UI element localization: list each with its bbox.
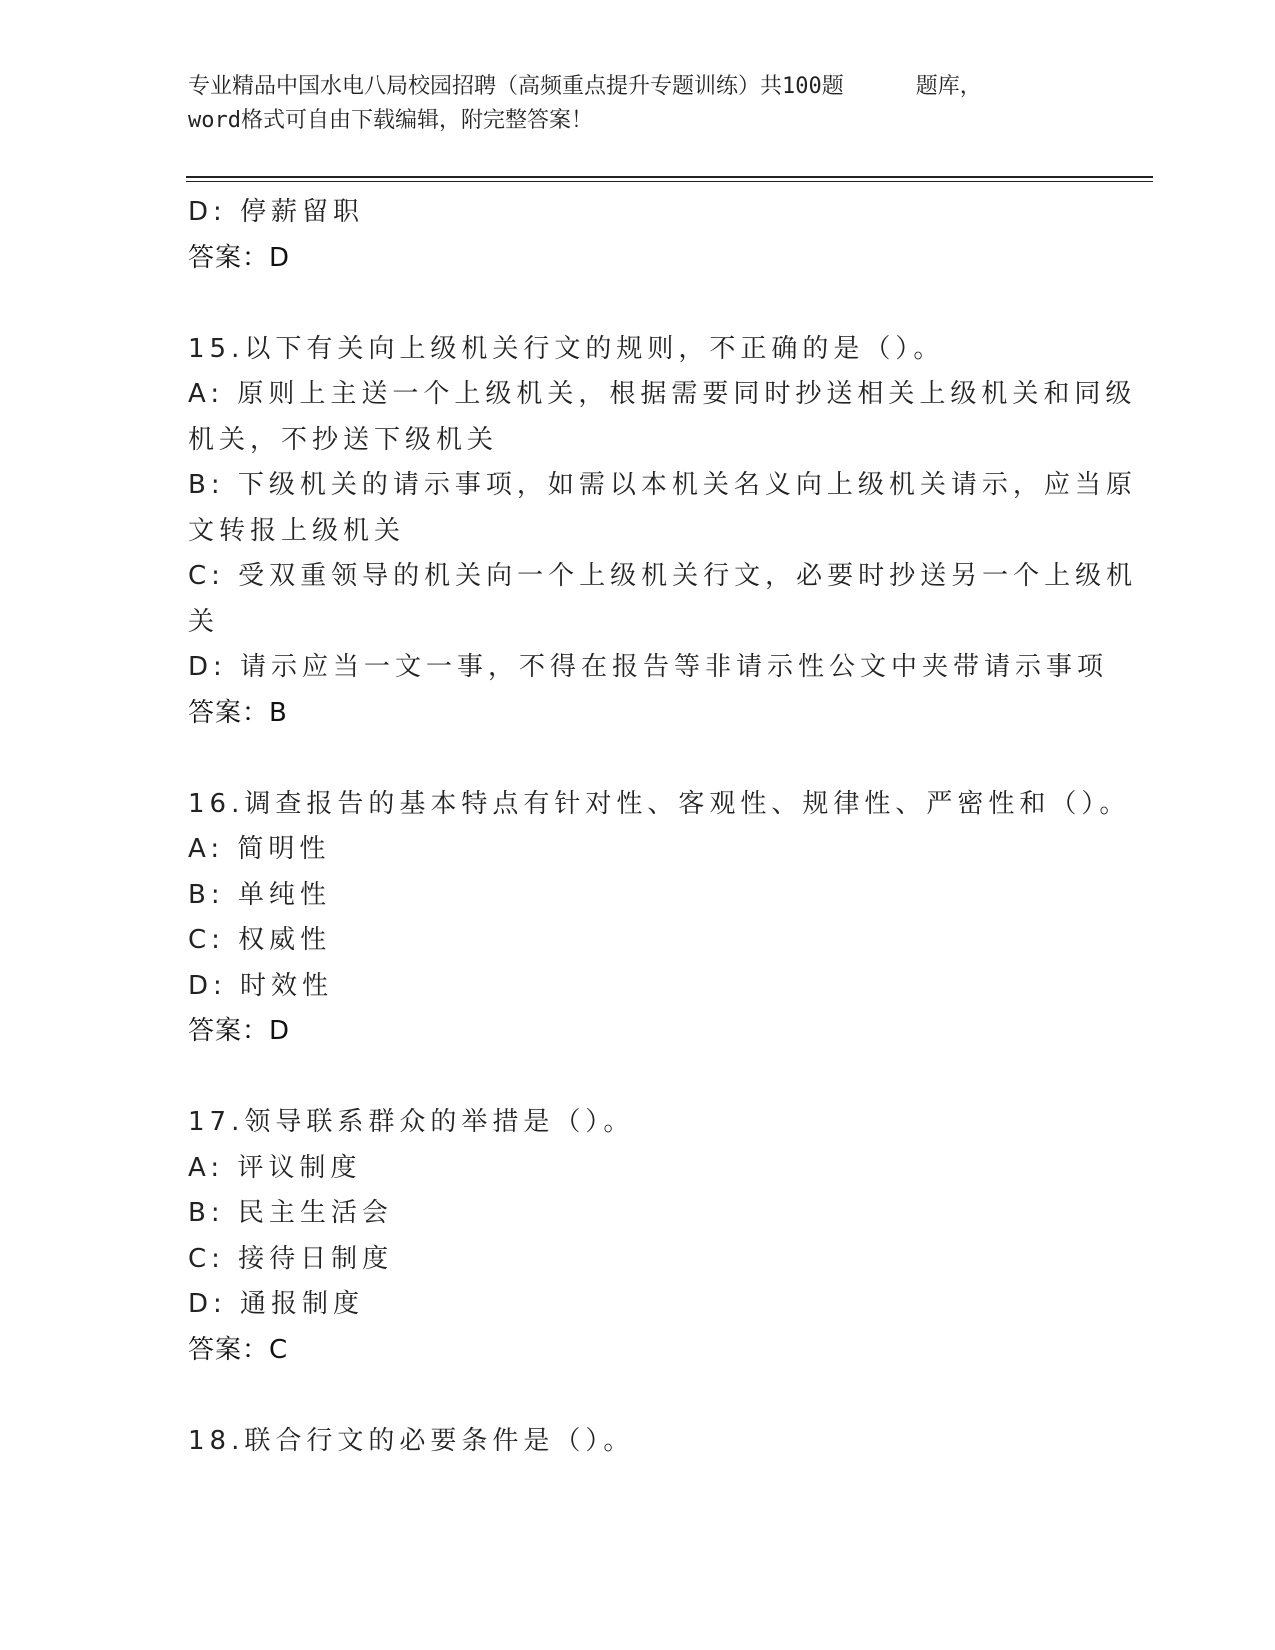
header-rule-thick (186, 176, 1153, 178)
question-text: 17.领导联系群众的举措是（）。 (188, 1107, 635, 1137)
option-c: C: 接待日制度 (188, 1243, 394, 1274)
option-b-line-2: 文转报上级机关 (188, 515, 406, 546)
question-16 (188, 782, 1131, 1055)
answer: 答案：C (188, 1334, 289, 1365)
option-b-line-1: B: 下级机关的请示事项，如需以本机关名义向上级机关请示，应当原 (188, 470, 1137, 500)
header-title-suffix: 题库， (915, 74, 982, 99)
answer: 答案：B (188, 697, 288, 728)
question-content (188, 190, 1138, 1464)
question-17 (188, 1100, 1088, 1373)
question-text: 16.调查报告的基本特点有针对性、客观性、规律性、严密性和（）。 (188, 788, 1131, 819)
question-text: 18.联合行文的必要条件是（）。 (188, 1425, 635, 1456)
question-14-tail (188, 190, 1088, 281)
answer: 答案：D (188, 1016, 291, 1046)
option-d: D: 通报制度 (188, 1289, 365, 1319)
option-d: D: 请示应当一文一事，不得在报告等非请示性公文中夹带请示事项 (188, 652, 1109, 682)
option-d: D: 停薪留职 (188, 197, 365, 227)
answer: 答案：D (188, 242, 291, 273)
question-text: 15.以下有关向上级机关行文的规则，不正确的是（）。 (188, 333, 945, 364)
option-a-line-1: A: 原则上主送一个上级机关，根据需要同时抄送相关上级机关和同级 (188, 379, 1137, 409)
option-c-line-1: C: 受双重领导的机关向一个上级机关行文，必要时抄送另一个上级机 (188, 561, 1138, 591)
option-d: D: 时效性 (188, 970, 334, 1001)
header-rule-thin (186, 181, 1153, 182)
option-b: B: 单纯性 (188, 879, 331, 910)
option-a: A: 评议制度 (188, 1152, 362, 1183)
option-a: A: 简明性 (188, 834, 331, 864)
option-c: C: 权威性 (188, 925, 332, 955)
question-18 (188, 1419, 1088, 1465)
option-c-line-2: 关 (188, 606, 220, 637)
header-line-2: word格式可自由下载编辑，附完整答案！ (188, 108, 593, 133)
page-header (188, 70, 1088, 138)
question-15 (188, 327, 1138, 737)
header-title: 专业精品中国水电八局校园招聘（高频重点提升专题训练）共100题 (188, 74, 844, 99)
option-a-line-2: 机关，不抄送下级机关 (188, 424, 499, 455)
option-b: B: 民主生活会 (188, 1198, 393, 1228)
header-line-1 (188, 70, 1088, 104)
